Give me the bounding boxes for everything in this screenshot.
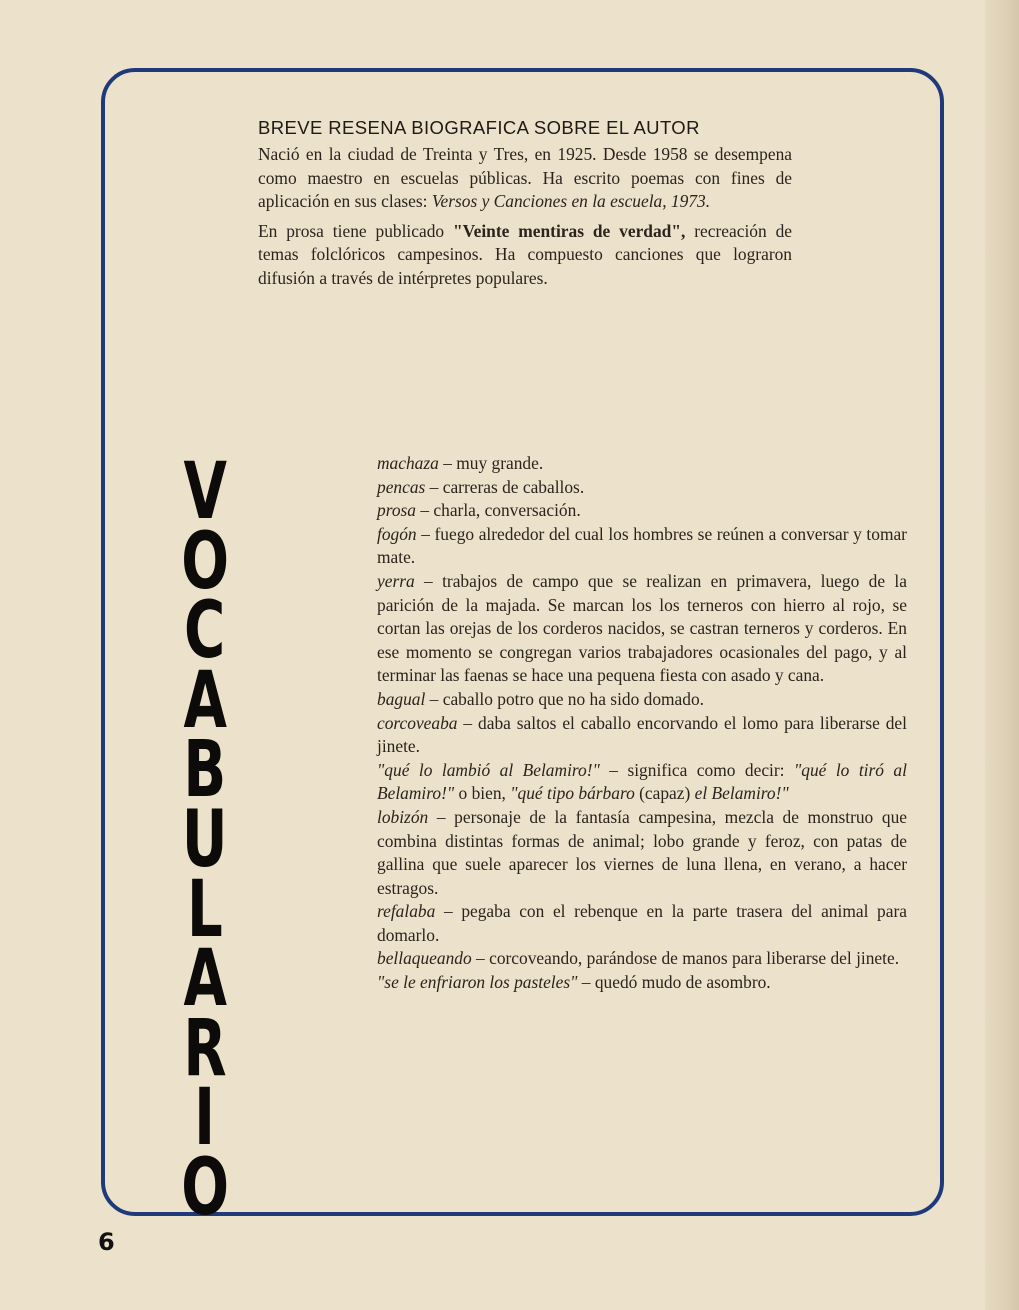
glossary-term: fogón (377, 523, 417, 544)
separator: – (609, 759, 618, 780)
vocabulary-letter: O (181, 516, 229, 607)
glossary-definition: personaje de la fantasía campesina, mezcla de monstruo que combina distintas formas de animal; lobo grande y feroz, con patas de gallina que suele aparecer los viernes de luna llena, en verano, a hacer estragos. (377, 806, 907, 898)
glossary-entry (377, 712, 907, 759)
page-number: 6 (98, 1228, 115, 1256)
vocabulary-title (160, 447, 250, 1233)
separator: – (429, 688, 439, 709)
glossary-definition: muy grande. (456, 453, 544, 473)
glossary-term: "qué lo lambió al Belamiro!" (377, 759, 600, 780)
glossary-entry (377, 452, 907, 476)
biography-paragraph-1 (258, 143, 792, 214)
glossary-entry (377, 476, 907, 500)
glossary-entry (377, 570, 907, 688)
separator: – (443, 901, 453, 922)
glossary-term: "se le enfriaron los pasteles" (377, 972, 578, 993)
glossary-definition: significa como decir: (627, 759, 785, 780)
vocabulary-letter: A (183, 934, 227, 1025)
biography-text: En prosa tiene publicado (258, 220, 445, 241)
biography-text: recreación de temas folclóricos campesinos. Ha compuesto canciones que lograron difusión a través de intérpretes populares. (258, 220, 792, 288)
glossary-definition: o bien, (458, 783, 506, 804)
glossary-entry (377, 499, 907, 523)
glossary-term: corcoveaba (377, 712, 458, 733)
biography-section (258, 117, 792, 297)
glossary-definition: "qué lo tiró al Belamiro!" (377, 759, 907, 804)
separator: – (443, 453, 452, 473)
separator: – (476, 948, 485, 969)
separator: – (424, 570, 433, 591)
vocabulary-letter: C (184, 586, 226, 677)
glossary-entry (377, 947, 907, 971)
glossary-entry (377, 688, 907, 712)
vocabulary-letter: V (183, 447, 227, 537)
glossary-term: lobizón (377, 806, 429, 827)
vocabulary-letter: A (183, 655, 227, 746)
glossary-definition: carreras de caballos. (442, 476, 585, 497)
glossary-term: prosa (377, 500, 416, 521)
vocabulary-letter: O (181, 1142, 229, 1233)
vocabulary-letter: U (182, 794, 228, 885)
glossary-entry (377, 971, 907, 995)
vocabulary-letter: I (194, 1073, 216, 1164)
separator: – (420, 500, 430, 521)
glossary-definition: "qué tipo bárbaro (510, 783, 635, 804)
glossary-term: refalaba (377, 901, 436, 922)
glossary-definition: charla, conversación. (433, 500, 581, 521)
separator: – (581, 972, 591, 993)
book-title: "Veinte mentiras de verdad", (453, 220, 686, 241)
glossary-definition: pegaba con el rebenque en la parte trasera del animal para domarlo. (377, 901, 907, 945)
separator: – (429, 476, 439, 497)
glossary-definition: trabajos de campo que se realizan en primavera, luego de la parición de la majada. Se marcan los los terneros con hierro al rojo, se cortan las orejas de los corderos nacidos, se castran terneros y corderos. En ese momento se congregan varios trabajadores ocasionales del pago, y al terminar las faenas se hace una pequena fiesta con asado y cana. (377, 570, 907, 686)
glossary-term: yerra (377, 570, 415, 591)
vocabulary-letter: R (183, 1003, 227, 1094)
glossary-entry (377, 523, 907, 570)
book-title: Versos y Canciones en la escuela, 1973. (431, 191, 711, 212)
glossary-entry (377, 806, 907, 900)
biography-text: Nació en la ciudad de Treinta y Tres, en 1925. Desde 1958 se desempena como maestro en escuelas públicas. Ha escrito poemas con fines de aplicación en sus clases: (258, 144, 792, 212)
separator: – (421, 523, 430, 544)
glossary-definition: el Belamiro!" (694, 783, 789, 804)
glossary-definition: corcoveando, parándose de manos para liberarse del jinete. (489, 948, 900, 969)
glossary-term: pencas (377, 476, 426, 497)
separator: – (463, 712, 473, 733)
glossary-definition: fuego alrededor del cual los hombres se reúnen a conversar y tomar mate. (377, 523, 907, 568)
glossary-entry (377, 900, 907, 947)
glossary-definition: daba saltos el caballo encorvando el lomo para liberarse del jinete. (377, 712, 907, 757)
glossary-term: bellaqueando (377, 948, 472, 969)
glossary-definition: caballo potro que no ha sido domado. (442, 688, 705, 709)
biography-heading: BREVE RESENA BIOGRAFICA SOBRE EL AUTOR (258, 117, 700, 138)
glossary-definition: quedó mudo de asombro. (594, 972, 771, 993)
vocabulary-letter: B (183, 725, 227, 816)
glossary-term: bagual (377, 688, 426, 709)
paper-edge (985, 0, 1019, 1310)
separator: – (436, 806, 446, 827)
biography-paragraph-2 (258, 220, 792, 291)
glossary-entry (377, 759, 907, 806)
glossary (377, 452, 907, 995)
glossary-term: machaza (377, 453, 439, 473)
glossary-definition: (capaz) (639, 783, 691, 804)
vocabulary-letter: L (187, 864, 223, 955)
